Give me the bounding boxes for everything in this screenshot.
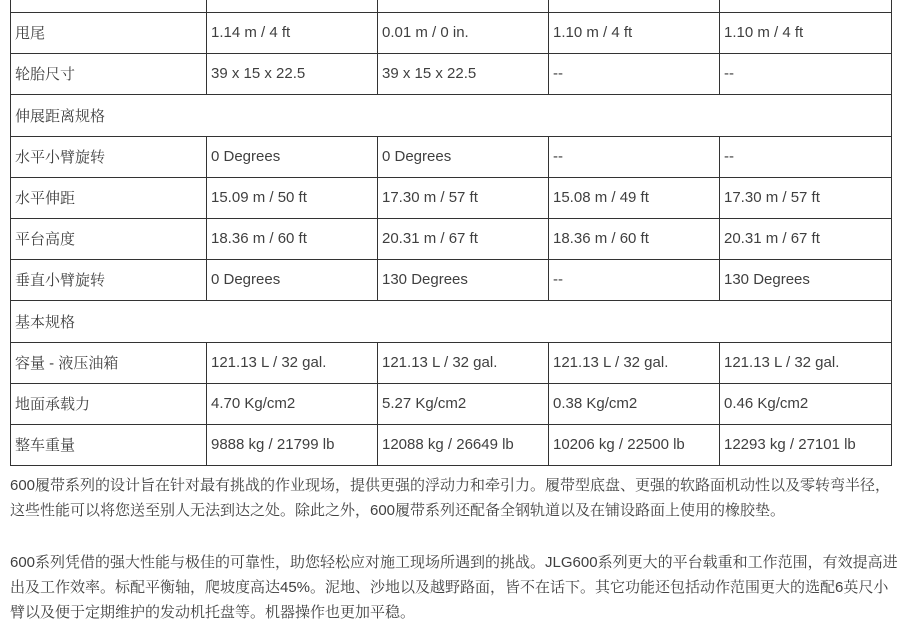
spec-value-cell: -- [720, 136, 892, 177]
spec-value-cell: 39 x 15 x 22.5 [207, 53, 378, 94]
spec-value-cell: 121.13 L / 32 gal. [549, 342, 720, 383]
spec-value-cell: 15.08 m / 49 ft [549, 177, 720, 218]
spec-label-cell: 平台高度 [11, 218, 207, 259]
spec-value-cell: -- [549, 53, 720, 94]
spec-value-cell: 121.13 L / 32 gal. [207, 342, 378, 383]
spec-label-cell: 地面承载力 [11, 383, 207, 424]
empty-cell [720, 0, 892, 12]
empty-cell [207, 0, 378, 12]
table-row [11, 259, 892, 300]
spec-label-cell: 整车重量 [11, 424, 207, 465]
spec-value-cell: 121.13 L / 32 gal. [720, 342, 892, 383]
spec-value-cell: 12293 kg / 27101 lb [720, 424, 892, 465]
empty-cell [11, 0, 207, 12]
spec-value-cell: 1.14 m / 4 ft [207, 12, 378, 53]
spec-table [10, 0, 892, 466]
section-header-label: 基本规格 [11, 300, 892, 342]
spec-label-cell: 容量 - 液压油箱 [11, 342, 207, 383]
spec-value-cell: 17.30 m / 57 ft [720, 177, 892, 218]
spec-value-cell: 130 Degrees [378, 259, 549, 300]
spec-value-cell: 0.46 Kg/cm2 [720, 383, 892, 424]
table-row [11, 218, 892, 259]
section-header-row [11, 300, 892, 342]
spec-value-cell: 39 x 15 x 22.5 [378, 53, 549, 94]
description-paragraph-1: 600履带系列的设计旨在针对最有挑战的作业现场，提供更强的浮动力和牵引力。履带型底盘、更强的软路面机动性以及零转弯半径，这些性能可以将您送至别人无法到达之处。除此之外，600履带系列还配备全钢轨道以及在铺设路面上使用的橡胶垫。 [10, 476, 891, 519]
table-row [11, 383, 892, 424]
spec-value-cell: 0.01 m / 0 in. [378, 12, 549, 53]
spec-value-cell: 12088 kg / 26649 lb [378, 424, 549, 465]
spec-label-cell: 水平伸距 [11, 177, 207, 218]
section-header-label: 伸展距离规格 [11, 94, 892, 136]
spec-value-cell: 1.10 m / 4 ft [549, 12, 720, 53]
spec-value-cell: 0 Degrees [207, 136, 378, 177]
spec-value-cell: -- [549, 259, 720, 300]
table-row [11, 53, 892, 94]
spec-value-cell: 4.70 Kg/cm2 [207, 383, 378, 424]
spec-value-cell: 130 Degrees [720, 259, 892, 300]
spec-value-cell: 9888 kg / 21799 lb [207, 424, 378, 465]
spec-value-cell: 0.38 Kg/cm2 [549, 383, 720, 424]
spec-value-cell: 0 Degrees [378, 136, 549, 177]
spec-value-cell: 18.36 m / 60 ft [549, 218, 720, 259]
table-row-clipped [11, 0, 892, 12]
spec-value-cell: 1.10 m / 4 ft [720, 12, 892, 53]
table-row [11, 424, 892, 465]
spec-value-cell: 5.27 Kg/cm2 [378, 383, 549, 424]
empty-cell [549, 0, 720, 12]
spec-value-cell: 15.09 m / 50 ft [207, 177, 378, 218]
spec-value-cell: 10206 kg / 22500 lb [549, 424, 720, 465]
spec-value-cell: 121.13 L / 32 gal. [378, 342, 549, 383]
spec-label-cell: 甩尾 [11, 12, 207, 53]
spec-value-cell: -- [720, 53, 892, 94]
spec-label-cell: 水平小臂旋转 [11, 136, 207, 177]
spec-label-cell: 轮胎尺寸 [11, 53, 207, 94]
spec-value-cell: 18.36 m / 60 ft [207, 218, 378, 259]
description-section [10, 473, 898, 624]
spec-value-cell: 20.31 m / 67 ft [720, 218, 892, 259]
spec-value-cell: 20.31 m / 67 ft [378, 218, 549, 259]
spec-label-cell: 垂直小臂旋转 [11, 259, 207, 300]
empty-cell [378, 0, 549, 12]
description-paragraph-2: 600系列凭借的强大性能与极佳的可靠性，助您轻松应对施工现场所遇到的挑战。JLG600系列更大的平台载重和工作范围，有效提高进出及工作效率。标配平衡轴，爬坡度高达45%。泥地、沙地以及越野路面，皆不在话下。其它功能还包括动作范围更大的选配6英尺小臂以及便于定期维护的发动机托盘等。机器操作也更加平稳。 [10, 553, 898, 621]
spec-value-cell: -- [549, 136, 720, 177]
section-header-row [11, 94, 892, 136]
spec-value-cell: 17.30 m / 57 ft [378, 177, 549, 218]
spec-value-cell: 0 Degrees [207, 259, 378, 300]
table-row [11, 12, 892, 53]
table-row [11, 177, 892, 218]
table-row [11, 136, 892, 177]
table-row [11, 342, 892, 383]
